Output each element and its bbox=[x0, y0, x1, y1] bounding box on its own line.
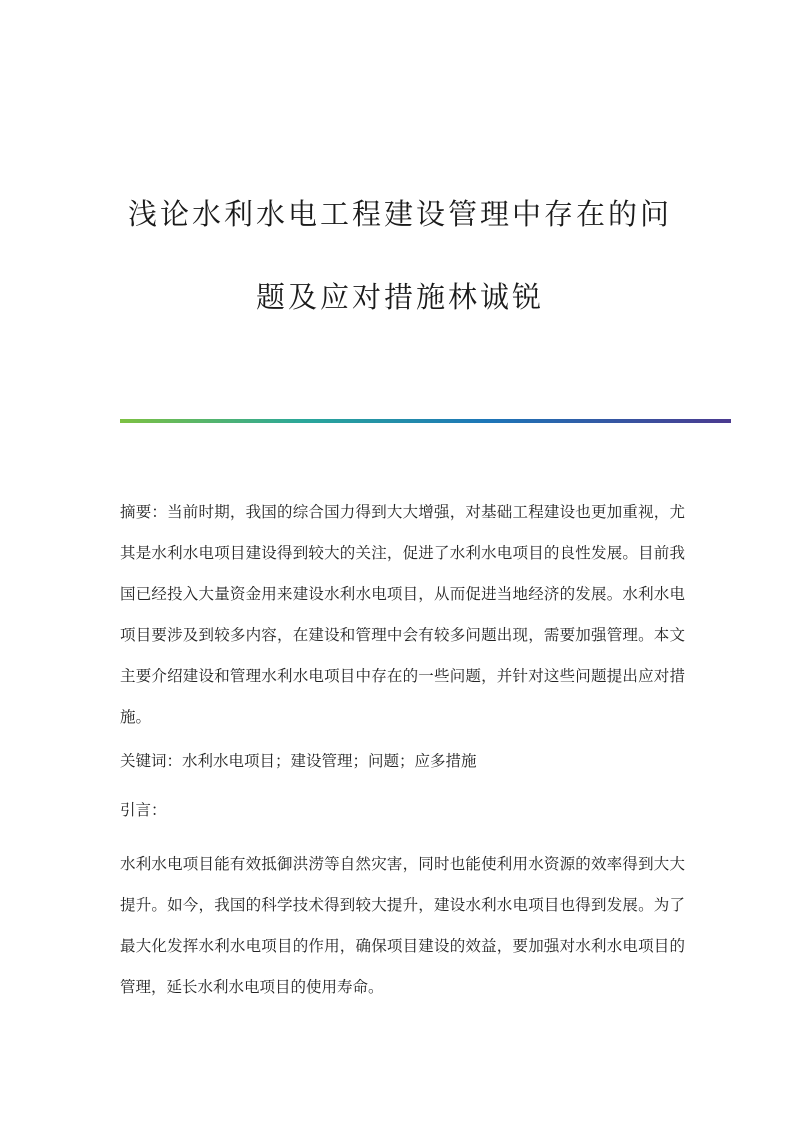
document-title-line-1: 浅论水利水电工程建设管理中存在的问 bbox=[127, 197, 672, 231]
introduction-paragraph: 水利水电项目能有效抵御洪涝等自然灾害，同时也能使利用水资源的效率得到大大提升。如今，我国的科学技术得到较大提升，建设水利水电项目也得到发展。为了最大化发挥水利水电项目的作用，确保项目建设的效益，要加强对水利水电项目的管理，延长水利水电项目的使用寿命。 bbox=[120, 855, 685, 996]
introduction-label: 引言： bbox=[120, 801, 167, 819]
keywords-line: 关键词：水利水电项目；建设管理；问题；应多措施 bbox=[120, 752, 477, 770]
gradient-divider bbox=[120, 419, 731, 423]
abstract-paragraph: 摘要：当前时期，我国的综合国力得到大大增强，对基础工程建设也更加重视，尤其是水利水电项目建设得到较大的关注，促进了水利水电项目的良性发展。目前我国已经投入大量资金用来建设水利水电项目，从而促进当地经济的发展。水利水电项目要涉及到较多内容，在建设和管理中会有较多问题出现，需要加强管理。本文主要介绍建设和管理水利水电项目中存在的一些问题，并针对这些问题提出应对措施。 bbox=[120, 503, 685, 726]
document-title-line-2: 题及应对措施林诚锐 bbox=[255, 280, 544, 314]
